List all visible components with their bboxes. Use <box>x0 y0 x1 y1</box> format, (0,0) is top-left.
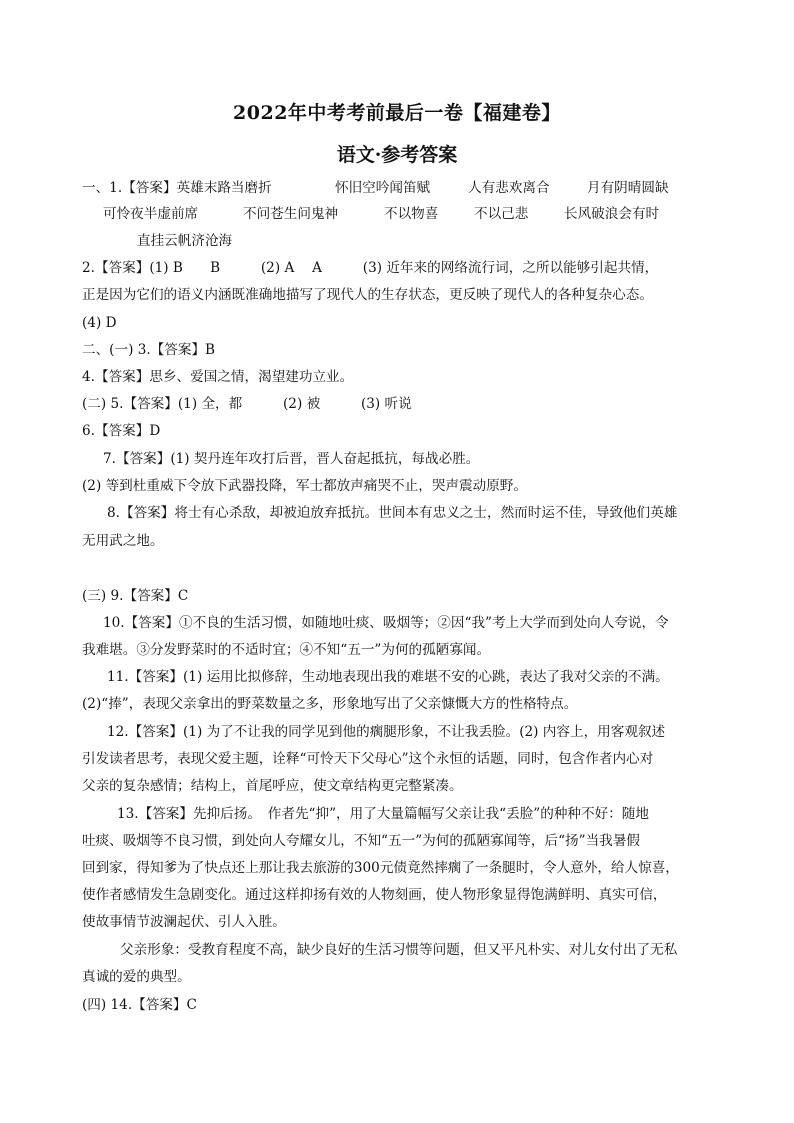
q1-answer: 不问苍生问鬼神 <box>243 206 339 222</box>
q12-line-2: 引发读者思考，表现父爱主题，诠释“可怜天下父母心”这个永恒的话题，同时，包含作者内心对 <box>82 751 654 767</box>
q2-line-2: 正是因为它们的语义内涵既准确地描写了现代人的生存状态，更反映了现代人的各种复杂心态。 <box>82 287 653 303</box>
q1-answer: 直挂云帆济沧海 <box>137 233 233 249</box>
q2-line-1: 2.【答案】(1) B B (2) A A (3) 近年来的网络流行词，之所以能够引起共情， <box>82 260 659 276</box>
q8-line-2: 无用武之地。 <box>82 533 164 549</box>
q13-line-1: 13.【答案】先抑后扬。 作者先“抑”，用了大量篇幅写父亲让我“丢脸”的种种不好：随地 <box>117 806 649 822</box>
q13-line-6: 父亲形象：受教育程度不高，缺少良好的生活习惯等问题，但又平凡朴实、对儿女付出了无私 <box>120 942 678 958</box>
q5-line: (二) 5.【答案】(1) 全，都 (2) 被 (3) 听说 <box>82 396 412 412</box>
q1-answer: 月有阴晴圆缺 <box>587 180 669 196</box>
q11-line-1: 11.【答案】(1) 运用比拟修辞，生动地表现出我的难堪不安的心跳，表达了我对父亲的不满。 <box>107 669 669 685</box>
q10-line-2: 我难堪。③分发野菜时的不适时宜；④不知“五一”为何的孤陋寡闻。 <box>82 642 491 658</box>
q1-answer: 长风破浪会有时 <box>564 206 660 222</box>
q1-line-1 <box>82 178 272 198</box>
q12-line-3: 父亲的复杂感情；结构上，首尾呼应，使文章结构更完整紧凑。 <box>82 778 463 794</box>
page-subtitle: 语文·参考答案 <box>336 144 458 166</box>
q13-line-2: 吐痰、吸烟等不良习惯，到处向人夸耀女儿，不知“五一”为何的孤陋寡闻等，后“扬”当我暑假 <box>82 833 640 849</box>
q1-answer: 可怜夜半虚前席 <box>103 206 199 222</box>
q1-answer: 不以己悲 <box>474 206 529 222</box>
q1-answer: 英雄末路当磨折 <box>176 180 272 196</box>
q13-line-7: 真诚的爱的典型。 <box>82 969 191 985</box>
q14-line: (四) 14.【答案】C <box>82 997 197 1013</box>
q7-line-2: (2) 等到杜重威下令放下武器投降，军士都放声痛哭不止，哭声震动原野。 <box>82 478 527 494</box>
q13-line-3: 回到家，得知爹为了快点还上那让我去旅游的300元债竟然摔瘸了一条腿时，令人意外，给人惊喜， <box>82 860 679 876</box>
page-title: 2022年中考考前最后一卷【福建卷】 <box>233 102 561 124</box>
q1-answer: 人有悲欢离合 <box>468 180 550 196</box>
q13-line-5: 使故事情节波澜起伏、引人入胜。 <box>82 914 286 930</box>
q6-line: 6.【答案】D <box>82 423 161 439</box>
q4-line: 4.【答案】思乡、爱国之情，渴望建功立业。 <box>82 369 354 385</box>
q7-line-1: 7.【答案】(1) 契丹连年攻打后晋，晋人奋起抵抗，每战必胜。 <box>103 451 480 467</box>
q10-line-1: 10.【答案】①不良的生活习惯，如随地吐痰、吸烟等；②因“我”考上大学而到处向人夸说，令 <box>103 615 669 631</box>
q13-line-4: 使作者感情发生急剧变化。通过这样抑扬有效的人物刻画，使人物形象显得饱满鲜明、真实可信， <box>82 887 667 903</box>
q1-prefix: 一、1.【答案】 <box>82 180 177 196</box>
q1-answer: 怀旧空吟闻笛赋 <box>335 180 431 196</box>
q2-line-3: (4) D <box>82 315 117 331</box>
q3-line: 二、(一) 3.【答案】B <box>82 342 216 358</box>
q12-line-1: 12.【答案】(1) 为了不让我的同学见到他的瘸腿形象，不让我丢脸。(2) 内容上，用客观叙述 <box>107 724 666 740</box>
q9-line: (三) 9.【答案】C <box>82 588 189 604</box>
q8-line-1: 8.【答案】将士有心杀敌，却被迫放弃抵抗。世间本有忠义之士，然而时运不佳，导致他们英雄 <box>107 505 678 521</box>
q1-answer: 不以物喜 <box>384 206 439 222</box>
q11-line-2: (2)“捧”，表现父亲拿出的野菜数量之多，形象地写出了父亲慷慨大方的性格特点。 <box>82 696 578 712</box>
